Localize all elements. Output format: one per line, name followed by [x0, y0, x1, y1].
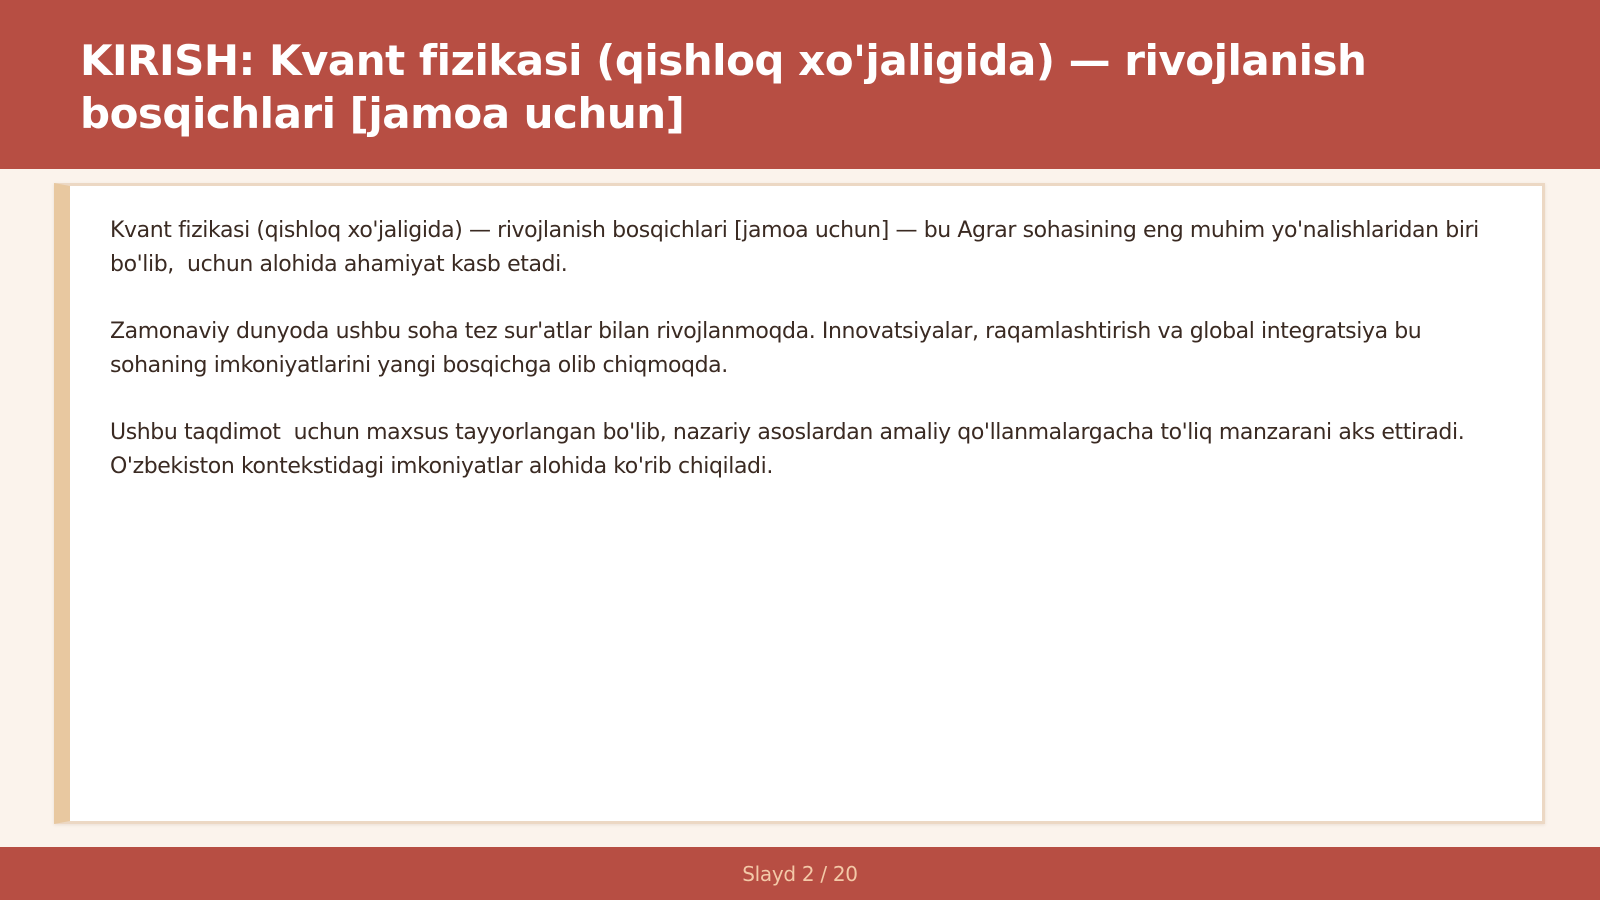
- paragraph-presentation-purpose: Ushbu taqdimot uchun maxsus tayyorlangan bo'lib, nazariy asoslardan amaliy qo'llanmalargacha to'liq manzarani aks ettiradi. O'zbekiston kontekstidagi imkoniyatlar alohida ko'rib chiqiladi.: [110, 420, 1471, 479]
- slide-footer: [0, 847, 1600, 900]
- slide-title: KIRISH: Kvant fizikasi (qishloq xo'jaligida) — rivojlanish bosqichlari [jamoa uchun]: [80, 36, 1367, 138]
- content-card: [54, 183, 1545, 824]
- paragraph-modern-world: Zamonaviy dunyoda ushbu soha tez sur'atlar bilan rivojlanmoqda. Innovatsiyalar, raqamlashtirish va global integratsiya bu sohaning imkoniyatlarini yangi bosqichga olib chiqmoqda.: [110, 319, 1428, 378]
- slide-header: [0, 0, 1600, 169]
- slide-number: Slayd 2 / 20: [742, 861, 858, 886]
- content-text: [110, 214, 1502, 517]
- paragraph-intro: Kvant fizikasi (qishloq xo'jaligida) — rivojlanish bosqichlari [jamoa uchun] — bu Agrar sohasining eng muhim yo'nalishlaridan biri bo'lib, uchun alohida ahamiyat kasb etadi.: [110, 218, 1486, 277]
